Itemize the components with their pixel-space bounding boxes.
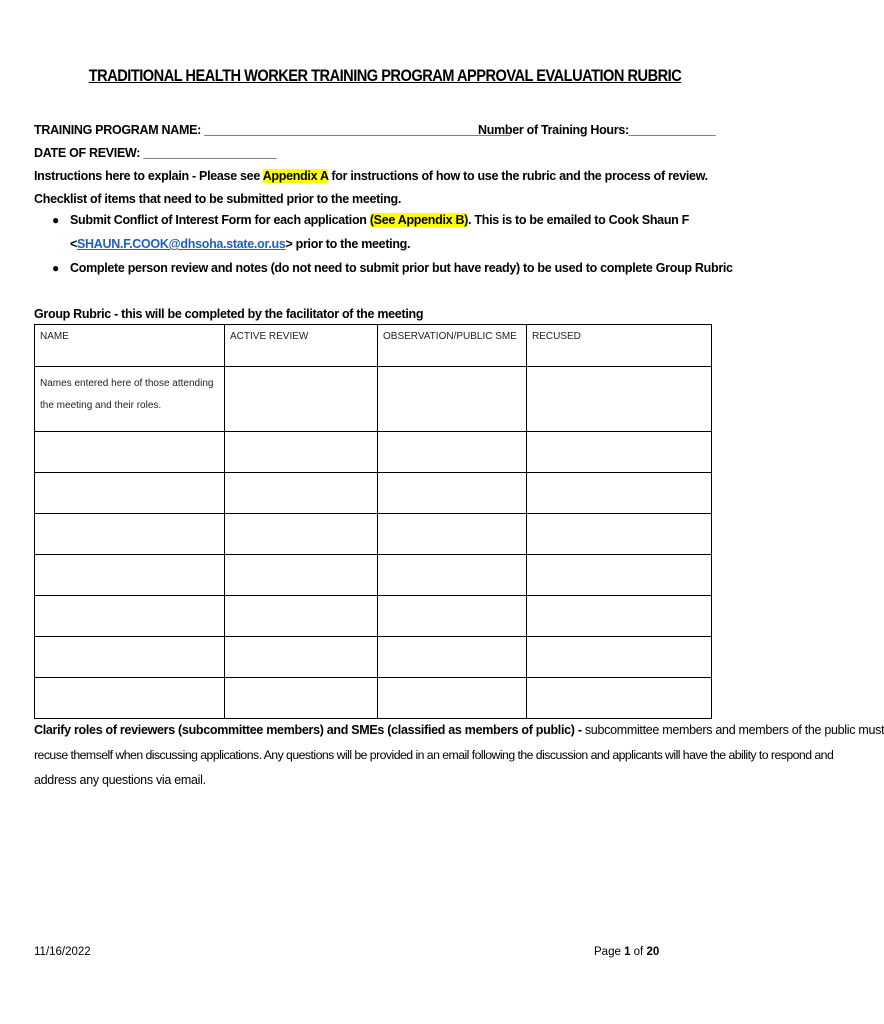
table-cell[interactable] (225, 555, 378, 596)
table-cell[interactable] (378, 473, 527, 514)
table-cell[interactable] (35, 555, 225, 596)
table-cell[interactable] (225, 432, 378, 473)
page-label: Page (594, 946, 625, 958)
header-observation-public-sme: OBSERVATION/PUBLIC SME (378, 325, 527, 367)
table-cell[interactable] (527, 367, 712, 432)
table-cell[interactable] (225, 473, 378, 514)
group-rubric-caption (34, 307, 423, 321)
group-rubric-caption-rest: - this will be completed by the facilitator of the meeting (110, 307, 424, 321)
checklist-item-1-suffix: . This is to be emailed to Cook Shaun F (468, 213, 690, 227)
instructions-line (34, 169, 708, 183)
angle-open: < (70, 237, 77, 251)
group-rubric-caption-bold: Group Rubric (34, 307, 111, 321)
table-header-row (35, 325, 712, 367)
checklist-item-1 (70, 213, 689, 227)
bullet-icon: ● (52, 213, 60, 227)
header-recused: RECUSED (527, 325, 712, 367)
table-cell[interactable] (35, 432, 225, 473)
document-title: TRADITIONAL HEALTH WORKER TRAINING PROGRAM APPROVAL EVALUATION RUBRIC (88, 66, 682, 85)
header-active-review: ACTIVE REVIEW (225, 325, 378, 367)
page-of-label: of (630, 946, 647, 958)
table-cell[interactable] (527, 596, 712, 637)
table-cell[interactable] (527, 473, 712, 514)
checklist-item-1-prefix: Submit Conflict of Interest Form for each application (70, 213, 370, 227)
clarify-roles-bold: Clarify roles of reviewers (subcommittee members) and SMEs (classified as members of public) - (34, 723, 585, 737)
table-row (35, 555, 712, 596)
clarify-roles-rest: subcommittee members and members of the public must (584, 723, 884, 737)
clarify-roles-line-1 (34, 723, 884, 737)
table-cell[interactable] (527, 637, 712, 678)
instructions-prefix: Instructions here to explain - Please see (34, 169, 263, 183)
table-cell[interactable] (378, 596, 527, 637)
table-cell[interactable] (378, 514, 527, 555)
table-cell[interactable] (35, 473, 225, 514)
group-rubric-table (34, 324, 712, 719)
table-cell[interactable] (225, 514, 378, 555)
table-cell[interactable] (225, 596, 378, 637)
bullet-icon: ● (52, 261, 60, 275)
table-cell[interactable] (378, 637, 527, 678)
table-row (35, 473, 712, 514)
table-row (35, 514, 712, 555)
checklist-item-1-line-2-rest: > prior to the meeting. (285, 237, 411, 251)
instructions-suffix: for instructions of how to use the rubric and the process of review. (328, 169, 708, 183)
names-note-cell[interactable]: Names entered here of those attending the meeting and their roles. (35, 367, 225, 432)
clarify-roles-line-3: address any questions via email. (34, 773, 206, 787)
footer-page-number (594, 946, 659, 958)
table-cell[interactable] (527, 514, 712, 555)
table-cell[interactable] (378, 678, 527, 719)
table-cell[interactable] (225, 367, 378, 432)
table-row (35, 432, 712, 473)
table-row (35, 367, 712, 432)
table-cell[interactable] (225, 678, 378, 719)
table-row (35, 678, 712, 719)
table-cell[interactable] (378, 367, 527, 432)
email-link[interactable]: SHAUN.F.COOK@dhsoha.state.or.us (77, 237, 286, 251)
table-cell[interactable] (378, 432, 527, 473)
table-cell[interactable] (527, 678, 712, 719)
table-row (35, 637, 712, 678)
table-cell[interactable] (35, 678, 225, 719)
checklist-item-1-line-2 (70, 237, 410, 251)
appendix-b-highlight: (See Appendix B) (369, 213, 469, 227)
table-row (35, 596, 712, 637)
training-hours-field: Number of Training Hours:_____________ (478, 123, 716, 137)
program-name-field: TRAINING PROGRAM NAME: ______________________________________________ (34, 123, 511, 137)
table-cell[interactable] (378, 555, 527, 596)
table-cell[interactable] (35, 637, 225, 678)
table-cell[interactable] (225, 637, 378, 678)
page-current: 1 (624, 946, 631, 958)
date-of-review-field: DATE OF REVIEW: ____________________ (34, 146, 277, 160)
appendix-a-highlight: Appendix A (262, 169, 329, 183)
table-cell[interactable] (527, 432, 712, 473)
table-cell[interactable] (35, 514, 225, 555)
header-name: NAME (35, 325, 225, 367)
footer-date: 11/16/2022 (34, 946, 91, 958)
page-total: 20 (646, 946, 660, 958)
table-cell[interactable] (35, 596, 225, 637)
checklist-heading: Checklist of items that need to be submitted prior to the meeting. (34, 192, 402, 206)
checklist-item-2: Complete person review and notes (do not need to submit prior but have ready) to be used to complete Group Rubric (70, 261, 733, 275)
clarify-roles-line-2: recuse themself when discussing applications. Any questions will be provided in an email following the discussion and applicants will have the ability to respond and (34, 748, 834, 762)
table-cell[interactable] (527, 555, 712, 596)
